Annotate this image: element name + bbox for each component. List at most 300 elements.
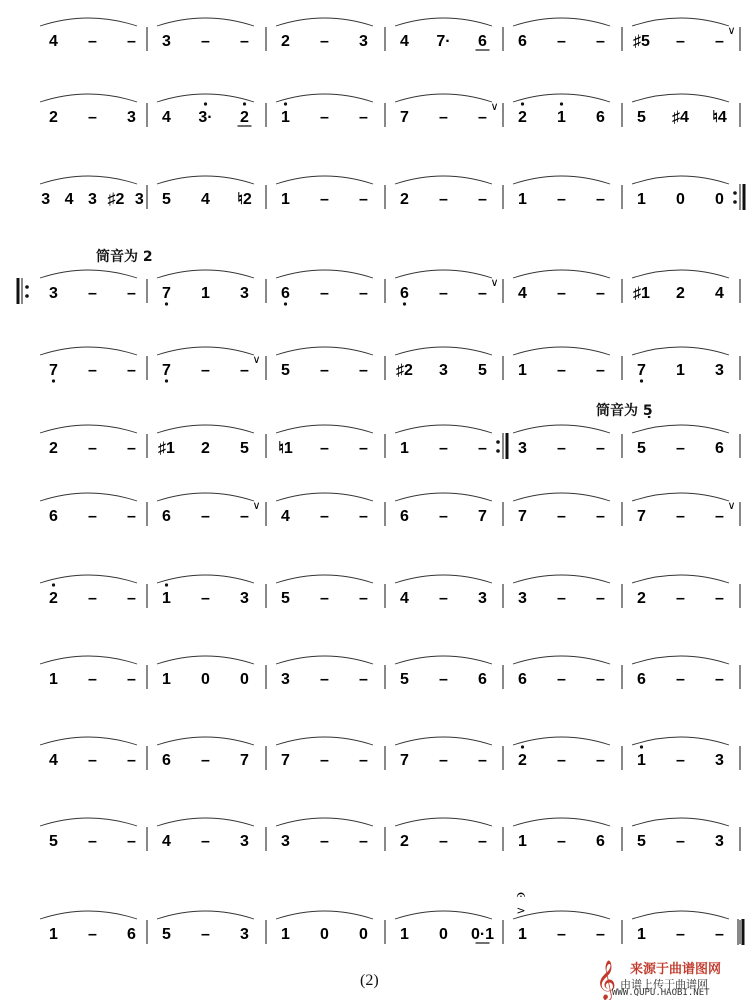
note: 1 [518,362,527,379]
slur [40,656,137,664]
slur [632,737,729,745]
note: 7 [49,362,58,379]
note: 0 [715,191,724,208]
note: 4 [400,33,409,50]
note: – [88,752,97,769]
note: – [676,33,685,50]
slur [632,270,729,278]
octave-dot-high [560,102,563,105]
repeat-end-sign [733,184,744,210]
breath-mark: ∨ [252,353,261,366]
note: – [359,752,368,769]
repeat-end-sign [496,433,507,459]
note: 7 [637,362,646,379]
note: – [127,362,136,379]
slur [513,18,610,26]
slur [157,737,254,745]
note: ♮1 [278,440,293,457]
note: 4 [518,285,527,302]
note: – [127,590,136,607]
note: 6 [400,508,409,525]
note: 4 [49,33,58,50]
note: – [201,33,210,50]
note: 5 [162,191,171,208]
note: – [201,752,210,769]
note: – [88,285,97,302]
note: 2 [240,109,249,126]
note: 5 [637,833,646,850]
note: 3 [715,752,724,769]
note: 2 [49,440,58,457]
note: – [596,508,605,525]
slur [632,818,729,826]
octave-dot-low [52,379,55,382]
note: – [88,833,97,850]
note: – [127,833,136,850]
slur [276,818,373,826]
note: 3 [88,191,97,208]
note: – [676,590,685,607]
fingering-note-2: 筒音为 2 [96,249,153,265]
slur [157,94,254,102]
note: – [320,833,329,850]
slur [276,176,373,184]
treble-clef-icon: 𝄞 [596,960,617,1000]
slur [395,911,492,919]
note: – [557,508,566,525]
note: 2 [676,285,685,302]
note: 4 [715,285,724,302]
note: – [320,671,329,688]
note: – [439,440,448,457]
slur [157,176,254,184]
slur [513,493,610,501]
slur [513,656,610,664]
slur [40,575,137,583]
slur [157,18,254,26]
note: 1 [557,109,566,126]
slur [40,270,137,278]
slur [157,347,254,355]
note: – [557,833,566,850]
slur [513,347,610,355]
slur [40,493,137,501]
watermark [596,956,756,1000]
note: 3 [478,590,487,607]
slur [632,911,729,919]
slur [40,425,137,433]
note: 3 [281,833,290,850]
note: 2 [201,440,210,457]
note: 3 [240,926,249,943]
note: 6 [596,109,605,126]
note: – [715,508,724,525]
note: – [240,362,249,379]
note: 5 [162,926,171,943]
note: 6 [715,440,724,457]
note: 6 [49,508,58,525]
note: – [557,671,566,688]
note: – [676,508,685,525]
note: 1 [518,191,527,208]
slur [40,94,137,102]
note: ♯4 [672,109,689,126]
note: – [359,440,368,457]
note: – [201,926,210,943]
slur [276,656,373,664]
slur [632,176,729,184]
note: ♮4 [712,109,727,126]
fermata-icon: 𝄐 [516,885,526,904]
slur [157,493,254,501]
note: 3 [240,285,249,302]
note: 7 [478,508,487,525]
note: 3 [439,362,448,379]
note: – [88,671,97,688]
note: – [557,590,566,607]
note: 4 [201,191,210,208]
note: 2 [518,752,527,769]
accent-icon: > [516,904,526,917]
note: 3 [240,590,249,607]
note: – [439,191,448,208]
slur [513,737,610,745]
note: – [596,671,605,688]
note: 1 [518,833,527,850]
note: – [439,671,448,688]
note: 7 [637,508,646,525]
staff-row [40,911,740,944]
slur [395,270,492,278]
note: – [676,833,685,850]
note: 0 [320,926,329,943]
breath-mark: ∨ [252,499,261,512]
note: – [439,752,448,769]
note: – [359,833,368,850]
slur [276,737,373,745]
note: – [715,33,724,50]
note: – [439,833,448,850]
note: – [320,362,329,379]
octave-dot-high [204,102,207,105]
note: 4 [162,109,171,126]
note: 0 [201,671,210,688]
note: 2 [281,33,290,50]
note: 2 [400,191,409,208]
slur [40,818,137,826]
staff-row [40,270,740,306]
note: 1 [281,191,290,208]
note: ♯1 [633,285,650,302]
note: – [359,109,368,126]
note: – [359,508,368,525]
note: 3· [198,109,213,126]
note: 6 [518,33,527,50]
note: 6 [478,671,487,688]
note: 4 [162,833,171,850]
note: – [557,191,566,208]
note: – [127,285,136,302]
slur [632,347,729,355]
note: 3 [134,191,144,208]
note: ♯2 [107,191,125,208]
note: – [676,926,685,943]
staff-row [40,656,740,689]
note: 6 [637,671,646,688]
slur [157,425,254,433]
note: – [359,590,368,607]
note: 0 [240,671,249,688]
note: 6 [596,833,605,850]
octave-dot-low [165,379,168,382]
note: – [596,33,605,50]
slur [632,94,729,102]
slur [157,818,254,826]
note: – [596,752,605,769]
note: 3 [715,833,724,850]
slur [395,18,492,26]
staff-row [40,575,740,608]
slur [276,94,373,102]
staff-row [40,737,740,770]
note: – [320,752,329,769]
note: – [88,590,97,607]
note: 3 [359,33,368,50]
octave-dot-low [403,302,406,305]
slur [276,911,373,919]
slur [513,270,610,278]
slur [513,425,610,433]
note: – [596,440,605,457]
note: 6 [518,671,527,688]
note: – [88,508,97,525]
note: – [127,508,136,525]
note: – [596,590,605,607]
note: – [88,926,97,943]
note: – [359,285,368,302]
watermark-title: 来源于曲谱图网 [630,962,722,977]
staff-row [40,347,740,383]
note: 2 [400,833,409,850]
octave-dot-high [521,745,524,748]
note: – [557,752,566,769]
note: – [478,833,487,850]
note: 3 [49,285,58,302]
note: ♯2 [396,362,413,379]
note: – [676,752,685,769]
note: – [596,926,605,943]
slur [513,818,610,826]
staff-row [40,425,740,458]
slur [395,818,492,826]
note: 5 [49,833,58,850]
octave-dot-high [521,102,524,105]
note: 1 [281,109,290,126]
octave-dot-high [52,583,55,586]
note: 7· [436,33,451,50]
breath-mark: ∨ [490,276,499,289]
note: 6 [162,508,171,525]
note: – [439,590,448,607]
note: 1 [400,926,409,943]
note: 7 [162,362,171,379]
slur [395,493,492,501]
note: 4 [281,508,290,525]
note: 0·1 [470,926,495,943]
note: 4 [49,752,58,769]
slur [40,347,137,355]
note: – [88,109,97,126]
slur [40,176,137,184]
note: 5 [281,590,290,607]
note: – [240,508,249,525]
slur [395,347,492,355]
note: 3 [127,109,136,126]
slur [276,18,373,26]
page-number: (2) [360,972,379,989]
breath-mark: ∨ [490,100,499,113]
staff-row [40,176,740,209]
note: – [127,671,136,688]
note: – [320,109,329,126]
staff-row [40,18,740,51]
note: 1 [49,671,58,688]
note: – [320,191,329,208]
note: ♯5 [633,33,650,50]
slur [395,656,492,664]
note: 5 [240,440,249,457]
breath-mark: ∨ [727,499,736,512]
slur [395,737,492,745]
note: – [676,440,685,457]
slur [40,737,137,745]
note: 1 [49,926,58,943]
note: – [715,590,724,607]
note: – [88,440,97,457]
note: – [676,671,685,688]
octave-dot-high [284,102,287,105]
note: 5 [281,362,290,379]
note: 2 [49,109,58,126]
note: 4 [64,191,74,208]
note: 3 [41,191,51,208]
note: – [557,33,566,50]
note: ♮2 [237,191,252,208]
note: – [596,285,605,302]
note: 1 [162,671,171,688]
octave-dot-high [243,102,246,105]
slur [40,911,137,919]
note: – [439,285,448,302]
note: – [240,33,249,50]
fingering-note-5: 筒音为 5̣ [596,403,653,419]
repeat-start-sign [18,278,29,304]
note: – [478,440,487,457]
note: 5 [478,362,487,379]
note: 1 [518,926,527,943]
slur [513,911,610,919]
slur [395,575,492,583]
note: – [715,671,724,688]
slur [395,94,492,102]
note: 4 [400,590,409,607]
slur [276,347,373,355]
note: – [359,191,368,208]
note: – [478,191,487,208]
slur [395,176,492,184]
note: – [596,191,605,208]
note: 2 [49,590,58,607]
octave-dot-high [640,745,643,748]
note: – [478,109,487,126]
slur [276,493,373,501]
note: 6 [400,285,409,302]
octave-dot-low [284,302,287,305]
note: 1 [201,285,210,302]
note: 3 [518,590,527,607]
note: 0 [439,926,448,943]
slur [157,270,254,278]
note: – [439,508,448,525]
note: 5 [637,109,646,126]
note: 0 [359,926,368,943]
note: 6 [127,926,136,943]
note: 6 [478,33,487,50]
note: 7 [400,752,409,769]
note: – [596,362,605,379]
slur [276,575,373,583]
note: – [320,590,329,607]
note: 1 [281,926,290,943]
note: 2 [518,109,527,126]
note: – [201,833,210,850]
note: 1 [637,926,646,943]
note: – [557,926,566,943]
slur [276,425,373,433]
slur [513,94,610,102]
note: – [88,362,97,379]
octave-dot-low [165,302,168,305]
note: 1 [637,191,646,208]
slur [632,18,729,26]
slur [632,575,729,583]
slur [395,425,492,433]
note: – [201,508,210,525]
note: – [557,285,566,302]
staff-row [40,818,740,851]
note: – [201,590,210,607]
note: 7 [162,285,171,302]
note: – [320,508,329,525]
note: – [320,440,329,457]
note: – [715,926,724,943]
note: 1 [162,590,171,607]
note: 7 [240,752,249,769]
note: 6 [281,285,290,302]
note: 1 [400,440,409,457]
note: 0 [676,191,685,208]
slur [157,575,254,583]
note: ♯1 [158,440,175,457]
breath-mark: ∨ [727,24,736,37]
note: – [557,362,566,379]
slur [632,656,729,664]
note: – [478,752,487,769]
octave-dot-low [640,379,643,382]
staff-row [40,94,740,127]
note: – [320,33,329,50]
note: 1 [676,362,685,379]
